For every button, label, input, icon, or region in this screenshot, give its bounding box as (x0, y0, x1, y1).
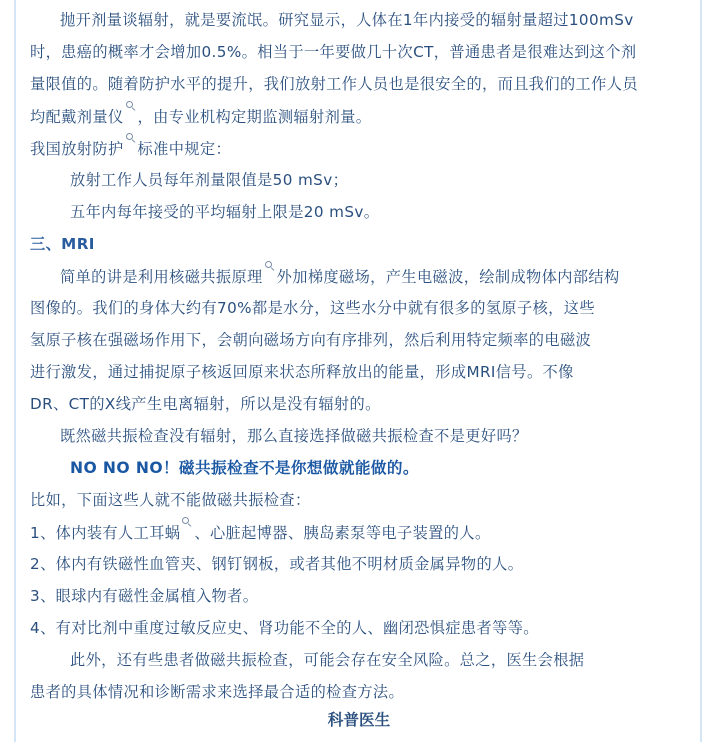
list-item: 2、体内有铁磁性血管夹、钢钉钢板，或者其他不明材质金属异物的人。 (30, 555, 524, 573)
text-segment: 简单的讲是利用 (60, 268, 170, 286)
text-segment: 外加梯度磁场，产生电磁波，绘制成物体内部结构 (276, 268, 620, 286)
search-icon[interactable] (181, 516, 193, 528)
search-icon[interactable] (125, 132, 137, 144)
paragraph-line: 氢原子核在强磁场作用下，会朝向磁场方向有序排列，然后利用特定频率的电磁波 (30, 331, 592, 349)
keyword-link-dosimeter[interactable]: 剂量仪 (76, 108, 124, 126)
paragraph-line: DR、CT的X线产生电离辐射，所以是没有辐射的。 (30, 395, 381, 413)
keyword-link-cochlear-implant[interactable]: 人工耳蜗 (118, 524, 181, 542)
list-item: 4、有对比剂中重度过敏反应史、肾功能不全的人、幽闭恐惧症患者等等。 (30, 619, 539, 637)
paragraph-line: 时，患癌的概率才会增加0.5%。相当于一年要做几十次CT，普通患者是很难达到这个剂 (30, 43, 637, 61)
paragraph-line: 患者的具体情况和诊断需求来选择最合适的检查方法。 (30, 683, 405, 701)
keyword-link-mri-principle[interactable]: 核磁共振原理 (169, 268, 263, 286)
paragraph-line: 图像的。我们的身体大约有70%都是水分，这些水分中就有很多的氢原子核，这些 (30, 299, 595, 317)
list-item (30, 516, 690, 548)
keyword-link-radiation-protection[interactable]: 放射防护 (61, 140, 124, 158)
list-intro: 比如，下面这些人就不能做磁共振检查： (30, 491, 311, 509)
paragraph-line (30, 260, 690, 292)
paragraph-line: 此外，还有些患者做磁共振检查，可能会存在安全风险。总之，医生会根据 (70, 651, 585, 669)
text-segment: 标准中规定： (137, 140, 232, 158)
section-heading: 三、MRI (30, 235, 95, 253)
paragraph-line: 抛开剂量谈辐射，就是要流氓。研究显示，人体在1年内接受的辐射量超过100mSv (60, 11, 634, 29)
text-segment: 我国 (30, 140, 62, 158)
footer-title: 科普医生 (327, 711, 391, 729)
text-segment: 1、体内装有 (30, 524, 119, 542)
paragraph-line (30, 132, 690, 164)
paragraph-line (30, 100, 690, 132)
paragraph-line: 量限值的。随着防护水平的提升，我们放射工作人员也是很安全的，而且我们的工作人员 (30, 75, 638, 93)
text-segment: 均配戴 (30, 108, 77, 126)
text-segment: 、心脏起博器、胰岛素泵等电子装置的人。 (194, 524, 491, 542)
paragraph-line: 进行激发，通过捕捉原子核返回原来状态所释放出的能量，形成MRI信号。不像 (30, 363, 574, 381)
search-icon[interactable] (125, 100, 137, 112)
article-body (30, 4, 690, 708)
text-segment: ，由专业机构定期监测辐射剂量。 (137, 108, 372, 126)
question-line: 既然磁共振检查没有辐射，那么直接选择做磁共振检查不是更好吗？ (60, 427, 528, 445)
standard-item: 放射工作人员每年剂量限值是50 mSv； (70, 171, 349, 189)
search-icon[interactable] (264, 260, 276, 272)
list-item: 3、眼球内有磁性金属植入物者。 (30, 587, 259, 605)
answer-line: NO NO NO！磁共振检查不是你想做就能做的。 (70, 459, 419, 477)
standard-item: 五年内每年接受的平均辐射上限是20 mSv。 (70, 203, 380, 221)
